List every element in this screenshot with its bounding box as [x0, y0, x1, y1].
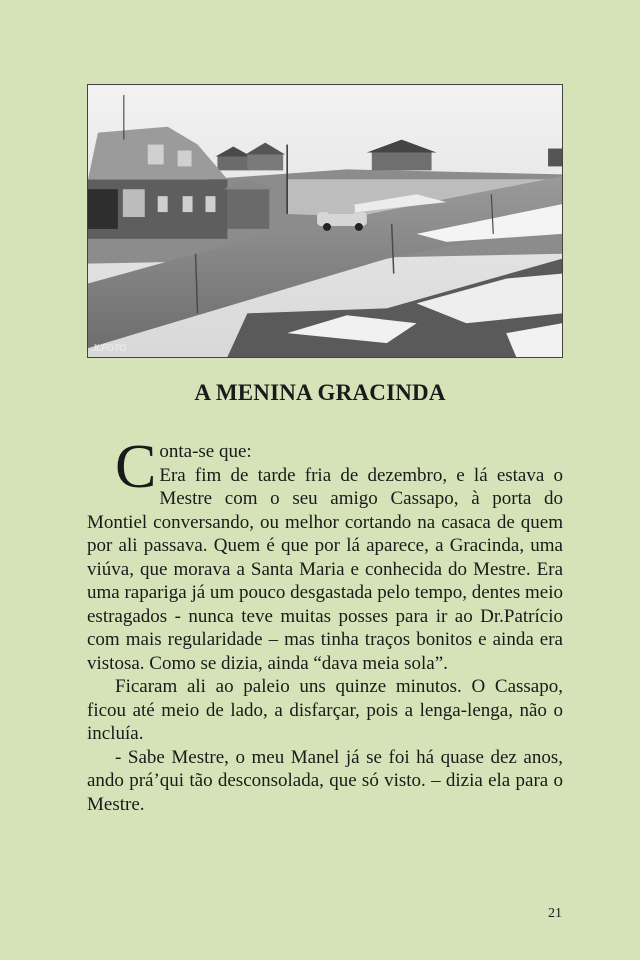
photo-village-street — [87, 84, 563, 358]
photo-credit: JLFOTO — [91, 343, 127, 354]
paragraph-3: - Sabe Mestre, o meu Manel já se foi há quase dez anos, ando prá’qui tão desconsolada, que só visto. – dizia ela para o Mestre. — [87, 746, 563, 815]
page-number: 21 — [548, 906, 562, 921]
chapter-title: A MENINA GRACINDA — [194, 380, 446, 405]
opening-text: onta-se que: — [159, 441, 252, 462]
opening-line — [87, 433, 563, 501]
paragraph-2: Ficaram ali ao paleio uns quinze minutos. O Cassapo, ficou até meio de lado, a disfarçar, pois a lenga-lenga, não o incluía. — [87, 676, 563, 744]
drop-cap: C — [115, 433, 157, 501]
chapter-body — [87, 433, 563, 816]
paragraph-1: Era fim de tarde fria de dezembro, e lá estava o Mestre com o seu amigo Cassapo, à porta do Montiel conversando, ou melhor cortando na casaca de quem por ali passava. Quem é que por lá aparece, a Gracinda, uma viúva, que morava a Santa Maria e conhecida do Mestre. Era uma rapariga já um pouco desgastada pelo tempo, dentes meio estragados - nunca teve muitas posses para ir ao Dr.Patrício com mais regularidade – mas tinha traços bonitos e ainda era vistosa. Como se dizia, ainda “dava meia sola”. — [87, 464, 563, 674]
photo-image — [88, 85, 562, 357]
